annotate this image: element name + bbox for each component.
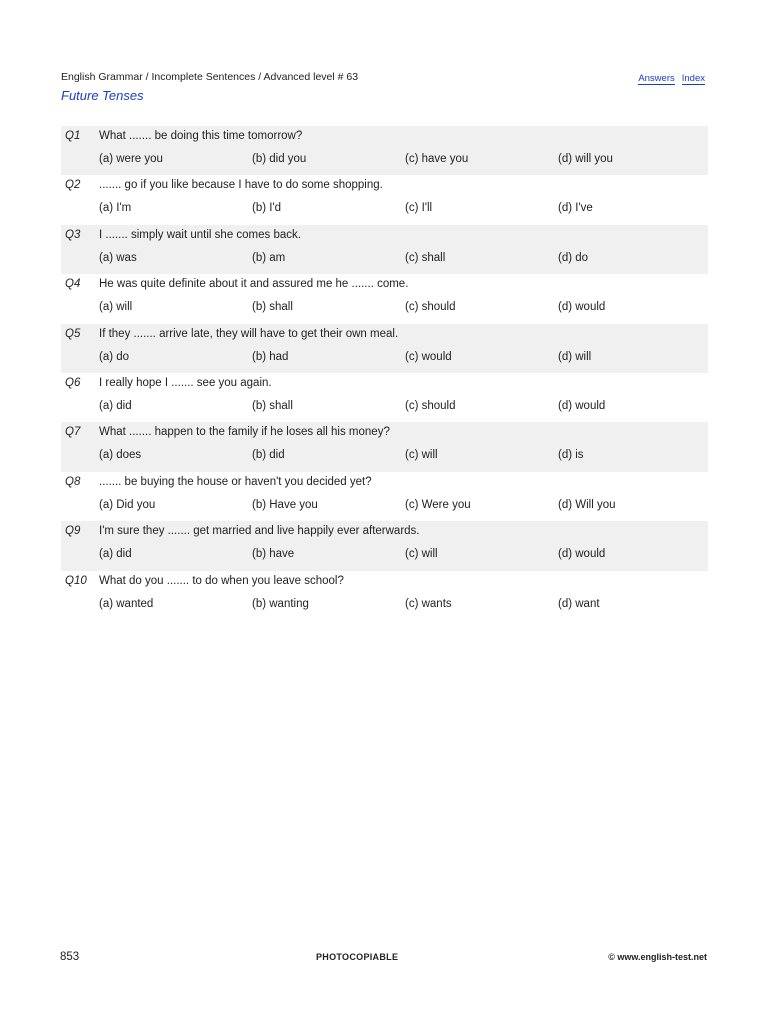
option-b: (b) did you	[252, 153, 307, 165]
option-d: (d) would	[558, 399, 606, 412]
question-row	[61, 571, 708, 620]
question-number: Q7	[65, 426, 81, 439]
option-b: (b) I'd	[252, 202, 282, 215]
page-title: Future Tenses	[61, 88, 144, 103]
option-b: (b) shall	[252, 399, 293, 412]
option-d: (d) want	[558, 597, 600, 610]
question-text: I'm sure they ....... get married and live happily ever afterwards.	[99, 525, 420, 538]
question-number: Q5	[65, 327, 81, 340]
header-links	[638, 73, 705, 85]
breadcrumb: English Grammar / Incomplete Sentences / Advanced level # 63	[61, 71, 359, 83]
option-b: (b) wanting	[252, 597, 309, 610]
index-link[interactable]: Index	[681, 73, 705, 84]
option-d: (d) I've	[558, 202, 593, 215]
option-d: (d) Will you	[558, 498, 616, 511]
question-row	[61, 521, 708, 570]
option-a: (a) do	[99, 350, 130, 363]
option-a: (a) I'm	[99, 202, 132, 215]
option-b: (b) am	[252, 251, 286, 264]
option-a: (a) was	[99, 251, 137, 264]
question-number: Q2	[65, 179, 81, 192]
option-c: (c) should	[405, 301, 456, 314]
option-d: (d) would	[558, 548, 606, 561]
question-number: Q8	[65, 475, 81, 488]
copyright: © www.english-test.net	[608, 952, 707, 962]
question-text: I really hope I ....... see you again.	[99, 376, 272, 389]
option-d: (d) will	[558, 350, 592, 363]
option-c: (c) should	[405, 399, 456, 412]
option-d: (d) is	[558, 449, 584, 462]
question-number: Q3	[65, 228, 81, 241]
question-list	[61, 126, 708, 620]
option-a: (a) Did you	[99, 498, 156, 511]
question-text: ....... be buying the house or haven't you decided yet?	[99, 475, 372, 488]
option-d: (d) would	[558, 301, 606, 314]
option-a: (a) were you	[99, 153, 163, 165]
option-a: (a) wanted	[99, 597, 154, 610]
option-a: (a) did	[99, 399, 132, 412]
option-b: (b) did	[252, 449, 285, 462]
page-number: 853	[60, 951, 80, 963]
question-text: What ....... happen to the family if he loses all his money?	[99, 426, 390, 439]
question-row	[61, 422, 708, 471]
option-c: (c) wants	[405, 597, 452, 610]
answers-link[interactable]: Answers	[638, 73, 675, 84]
option-d: (d) do	[558, 251, 589, 264]
photocopiable-label: PHOTOCOPIABLE	[316, 952, 399, 962]
question-row	[61, 324, 708, 373]
option-c: (c) will	[405, 548, 438, 561]
question-text: He was quite definite about it and assured me he ....... come.	[99, 278, 409, 291]
option-a: (a) does	[99, 449, 142, 462]
question-row	[61, 225, 708, 274]
question-row	[61, 274, 708, 323]
option-c: (c) have you	[405, 153, 469, 165]
option-a: (a) will	[99, 301, 133, 314]
option-b: (b) Have you	[252, 498, 318, 511]
question-text: What do you ....... to do when you leave school?	[99, 574, 344, 587]
question-text: What ....... be doing this time tomorrow?	[99, 130, 303, 142]
option-b: (b) shall	[252, 301, 293, 314]
option-a: (a) did	[99, 548, 132, 561]
question-text: If they ....... arrive late, they will have to get their own meal.	[99, 327, 399, 340]
option-c: (c) I'll	[405, 202, 433, 215]
question-text: ....... go if you like because I have to do some shopping.	[99, 179, 383, 192]
question-number: Q4	[65, 278, 81, 291]
option-c: (c) shall	[405, 251, 446, 264]
question-row	[61, 472, 708, 521]
question-row	[61, 373, 708, 422]
option-b: (b) have	[252, 548, 295, 561]
question-row	[61, 126, 708, 175]
option-c: (c) Were you	[405, 498, 471, 511]
question-number: Q6	[65, 376, 81, 389]
question-number: Q10	[65, 574, 87, 587]
option-b: (b) had	[252, 350, 289, 363]
option-c: (c) would	[405, 350, 452, 363]
question-row	[61, 175, 708, 224]
question-number: Q1	[65, 130, 81, 142]
option-c: (c) will	[405, 449, 438, 462]
option-d: (d) will you	[558, 153, 613, 165]
question-number: Q9	[65, 525, 81, 538]
question-text: I ....... simply wait until she comes back.	[99, 228, 301, 241]
